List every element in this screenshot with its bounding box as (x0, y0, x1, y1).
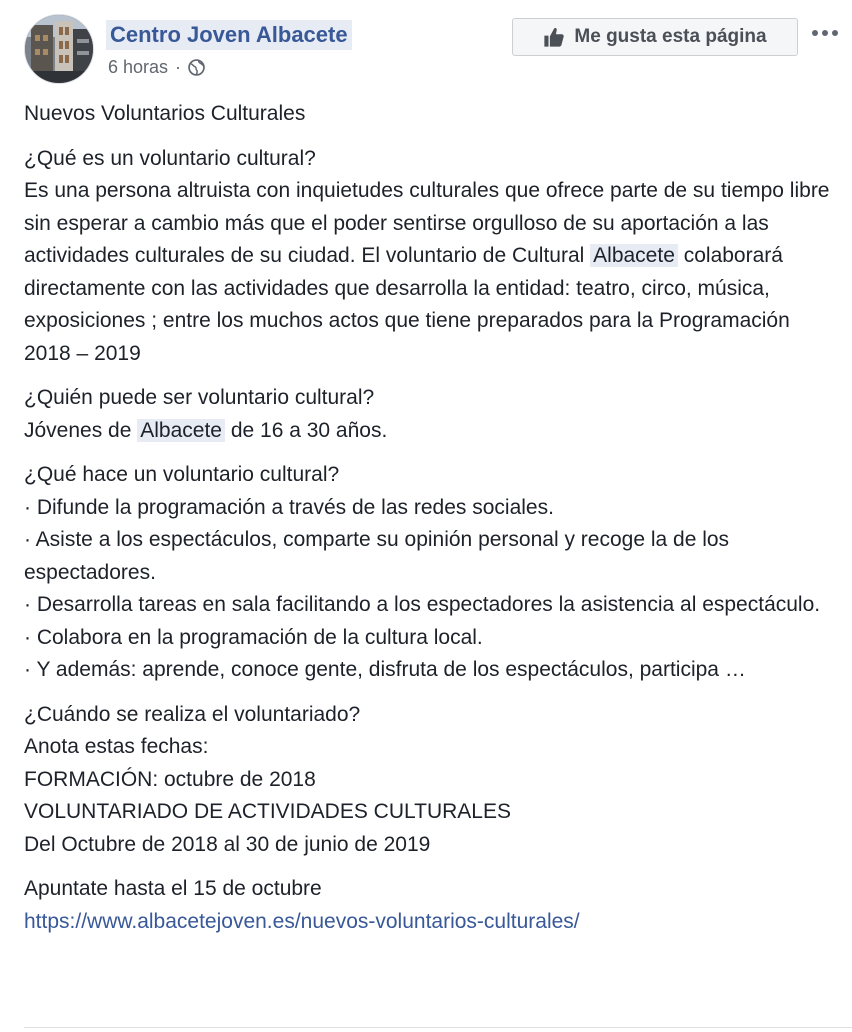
section-what-does (24, 459, 839, 687)
post-time[interactable]: 6 horas (108, 57, 169, 77)
like-page-label: Me gusta esta página (574, 26, 767, 47)
page-name-link[interactable]: Centro Joven Albacete (106, 20, 352, 50)
date-line: Del Octubre de 2018 al 30 de junio de 2019 (24, 832, 431, 856)
question-when: ¿Cuándo se realiza el voluntariado? (24, 702, 361, 726)
answer-text: colaborará directamente con las actividades que desarrolla la entidad: teatro, circo, música, exposiciones ; entre los muchos actos que tiene preparados para la Programación 2018 – 2019 (24, 244, 790, 365)
signup-url-link[interactable]: https://www.albacetejoven.es/nuevos-voluntarios-culturales/ (24, 909, 580, 933)
thumbs-up-icon (543, 26, 565, 48)
more-options-button[interactable] (808, 24, 842, 42)
date-line: FORMACIÓN: octubre de 2018 (24, 767, 316, 791)
post-divider (24, 1027, 852, 1028)
question-who: ¿Quién puede ser voluntario cultural? (24, 386, 375, 409)
signup-text: Apuntate hasta el 15 de octubre (24, 877, 322, 900)
page-avatar-image (25, 15, 93, 83)
albacete-tag-link[interactable]: Albacete (137, 419, 225, 442)
like-page-button[interactable] (512, 18, 798, 56)
globe-icon[interactable] (188, 59, 205, 76)
bullet-item: · Asiste a los espectáculos, comparte su opinión personal y recoge la de los espectadores. (24, 528, 730, 584)
meta-separator: · (175, 57, 182, 77)
bullet-item: · Difunde la programación a través de las redes sociales. (24, 495, 554, 519)
answer-text: Es una persona altruista con inquietudes culturales que ofrece parte de su tiempo libre sin esperar a cambio más que el poder sentirse orgulloso de su aportación a las actividades culturales de su ciudad. El voluntario de Cultural (24, 179, 830, 267)
post-title: Nuevos Voluntarios Culturales (24, 102, 306, 125)
page-avatar[interactable] (24, 14, 94, 84)
section-when (24, 699, 839, 862)
question-what-does: ¿Qué hace un voluntario cultural? (24, 463, 340, 486)
more-dots-icon (812, 30, 818, 36)
date-line: Anota estas fechas: (24, 735, 209, 758)
date-line: VOLUNTARIADO DE ACTIVIDADES CULTURALES (24, 800, 511, 823)
more-dots-icon (832, 30, 838, 36)
answer-text: de 16 a 30 años. (224, 418, 388, 442)
bullet-item: · Desarrolla tareas en sala facilitando a los espectadores la asistencia al espectáculo. (24, 593, 821, 616)
section-who (24, 382, 839, 447)
post-body (24, 98, 839, 950)
bullet-item: · Colabora en la programación de la cultura local. (24, 625, 483, 649)
more-dots-icon (822, 30, 828, 36)
post-meta (108, 56, 205, 78)
section-signup (24, 873, 839, 938)
bullet-item: · Y además: aprende, conoce gente, disfruta de los espectáculos, participa … (24, 658, 746, 681)
albacete-tag-link[interactable]: Albacete (590, 244, 678, 267)
question-what-is: ¿Qué es un voluntario cultural? (24, 146, 316, 170)
answer-text: Jóvenes de (24, 418, 138, 442)
section-what-is (24, 143, 839, 371)
